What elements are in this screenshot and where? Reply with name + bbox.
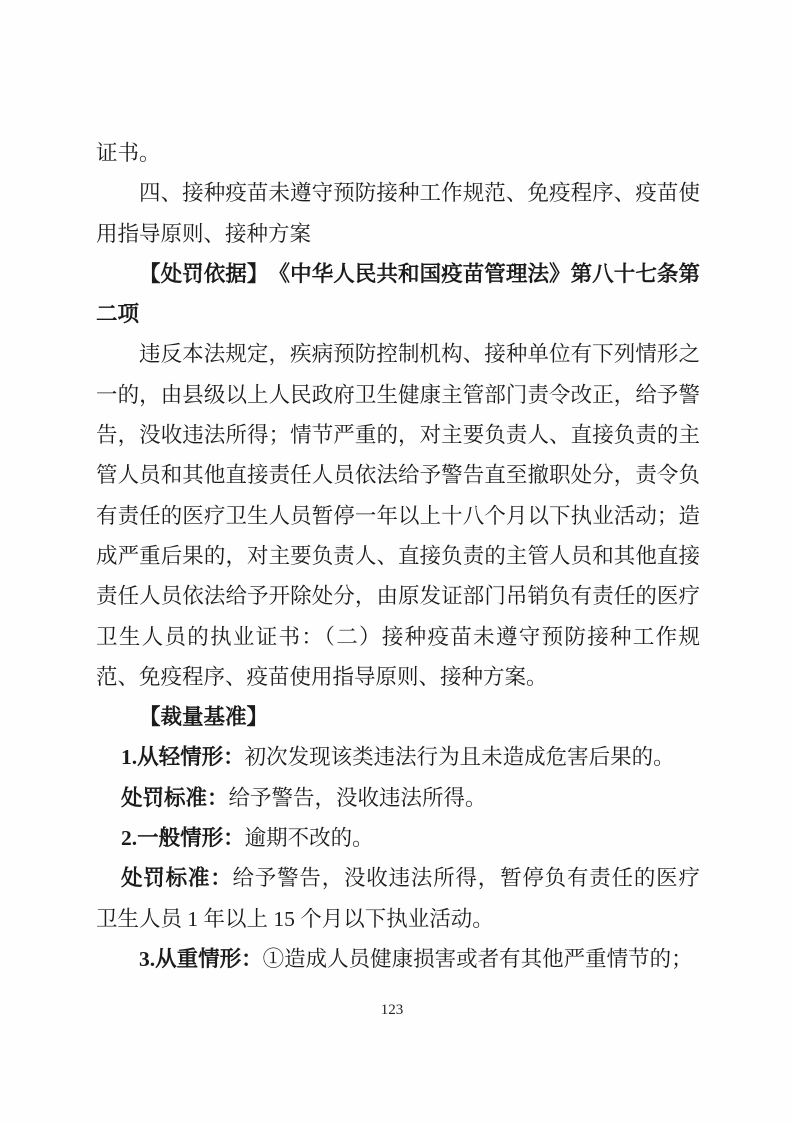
text-run: 给予警告，没收违法所得，暂停负有责任的医疗卫生人员 1 年以上 15 个月以下执业活动。 xyxy=(96,866,700,931)
bold-text-run: 2.一般情形： xyxy=(121,826,245,851)
document-body xyxy=(96,133,700,979)
bold-text-run: 处罚标准： xyxy=(121,866,233,891)
discretion-benchmark-heading xyxy=(96,697,700,737)
bold-text-run: 1.从轻情形： xyxy=(121,745,245,770)
text-run: 四、接种疫苗未遵守预防接种工作规范、免疫程序、疫苗使用指导原则、接种方案 xyxy=(96,181,700,246)
bold-text-run: 处罚标准： xyxy=(121,785,229,810)
text-run: 违反本法规定，疾病预防控制机构、接种单位有下列情形之一的，由县级以上人民政府卫生健康主管部门责令改正，给予警告，没收违法所得；情节严重的，对主要负责人、直接负责的主管人员和其他直接责任人员依法给予警告直至撤职处分，责令负有责任的医疗卫生人员暂停一年以上十八个月以下执业活动；造成严重后果的，对主要负责人、直接负责的主管人员和其他直接责任人员依法给予开除处分，由原发证部门吊销负有责任的医疗卫生人员的执业证书：（二）接种疫苗未遵守预防接种工作规范、免疫程序、疫苗使用指导原则、接种方案。 xyxy=(96,342,700,689)
text-run: 逾期不改的。 xyxy=(244,826,374,851)
bold-text-run: 【处罚依据】 《中华人民共和国疫苗管理法》第八十七条第二项 xyxy=(96,261,700,327)
law-provision-text xyxy=(96,334,700,697)
item-1-lenient-circumstance xyxy=(96,737,700,777)
item-2-general-circumstance xyxy=(96,818,700,858)
penalty-basis-heading xyxy=(96,254,700,335)
item-2-penalty-standard xyxy=(96,858,700,939)
text-run: 证书。 xyxy=(96,141,161,165)
item-1-penalty-standard xyxy=(96,778,700,818)
text-run: 初次发现该类违法行为且未造成危害后果的。 xyxy=(244,745,675,770)
text-run: 给予警告，没收违法所得。 xyxy=(228,785,487,810)
section-heading-four xyxy=(96,173,700,254)
bold-text-run: 3.从重情形： xyxy=(139,946,263,971)
bold-text-run: 【裁量基准】 xyxy=(139,705,269,730)
text-run: ①造成人员健康损害或者有其他严重情节的； xyxy=(262,946,693,971)
page-number: 123 xyxy=(380,1002,404,1018)
item-3-aggravated-circumstance xyxy=(96,939,700,979)
paragraph-continuation xyxy=(96,133,700,173)
